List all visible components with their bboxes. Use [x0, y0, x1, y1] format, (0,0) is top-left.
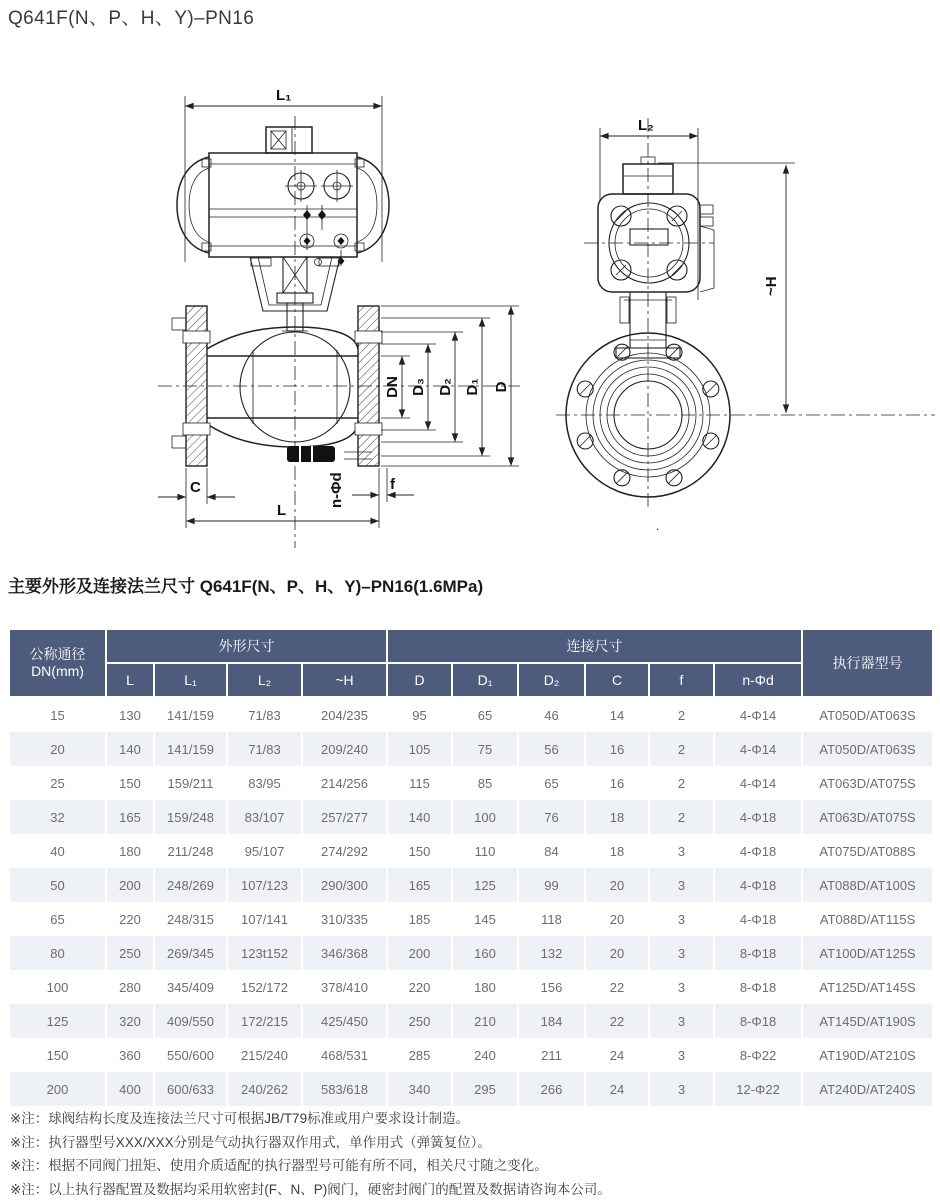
cell-value: 378/410 — [302, 970, 387, 1004]
cell-actuator-model: AT050D/AT063S — [802, 697, 933, 732]
table-header — [9, 629, 933, 697]
cell-actuator-model: AT145D/AT190S — [802, 1004, 933, 1038]
cell-value: 145 — [452, 902, 518, 936]
cell-value: 18 — [585, 800, 649, 834]
cell-value: 214/256 — [302, 766, 387, 800]
cell-value: 409/550 — [154, 1004, 227, 1038]
cell-value: 3 — [649, 1072, 714, 1106]
cell-value: 84 — [518, 834, 585, 868]
col-header-D: D — [387, 663, 452, 697]
cell-value: 18 — [585, 834, 649, 868]
cell-value: 75 — [452, 732, 518, 766]
cell-value: 22 — [585, 970, 649, 1004]
col-header-D2: D₂ — [518, 663, 585, 697]
cell-value: 159/248 — [154, 800, 227, 834]
cell-value: 360 — [106, 1038, 154, 1072]
stray-dot: . — [656, 519, 660, 533]
cell-value: 2 — [649, 697, 714, 732]
cell-value: 95/107 — [227, 834, 302, 868]
side-view-drawing — [556, 117, 935, 533]
col-header-L2: L₂ — [227, 663, 302, 697]
note-line: ※注：以上执行器配置及数据均采用软密封(F、N、P)阀门，硬密封阀门的配置及数据请咨询本公司。 — [10, 1181, 611, 1197]
cell-value: 184 — [518, 1004, 585, 1038]
col-header-L1: L₁ — [154, 663, 227, 697]
cell-value: 4-Φ18 — [714, 868, 802, 902]
cell-value: 83/107 — [227, 800, 302, 834]
cell-value: 4-Φ18 — [714, 902, 802, 936]
dim-label-n-phi-d: n-Φd — [328, 472, 345, 508]
cell-value: 14 — [585, 697, 649, 732]
cell-value: 132 — [518, 936, 585, 970]
cell-value: 425/450 — [302, 1004, 387, 1038]
col-header-actuator: 执行器型号 — [802, 629, 933, 697]
col-header-n-phi-d: n-Φd — [714, 663, 802, 697]
dim-label-c: C — [190, 479, 201, 496]
cell-value: 172/215 — [227, 1004, 302, 1038]
cell-value: 4-Φ14 — [714, 697, 802, 732]
cell-actuator-model: AT125D/AT145S — [802, 970, 933, 1004]
cell-value: 185 — [387, 902, 452, 936]
cell-value: 118 — [518, 902, 585, 936]
cell-value: 4-Φ14 — [714, 766, 802, 800]
cell-value: 209/240 — [302, 732, 387, 766]
cell-value: 150 — [106, 766, 154, 800]
cell-value: 141/159 — [154, 697, 227, 732]
cell-value: 16 — [585, 732, 649, 766]
cell-value: 285 — [387, 1038, 452, 1072]
cell-value: 248/315 — [154, 902, 227, 936]
cell-value: 215/240 — [227, 1038, 302, 1072]
cell-value: 600/633 — [154, 1072, 227, 1106]
col-header-dn — [9, 629, 106, 697]
cell-dn: 50 — [9, 868, 106, 902]
cell-value: 105 — [387, 732, 452, 766]
cell-value: 95 — [387, 697, 452, 732]
cell-value: 107/141 — [227, 902, 302, 936]
cell-dn: 32 — [9, 800, 106, 834]
cell-dn: 15 — [9, 697, 106, 732]
cell-value: 3 — [649, 1004, 714, 1038]
col-header-C: C — [585, 663, 649, 697]
cell-value: 345/409 — [154, 970, 227, 1004]
cell-value: 2 — [649, 800, 714, 834]
cell-value: 65 — [518, 766, 585, 800]
table-row — [9, 1038, 933, 1072]
cell-dn: 65 — [9, 902, 106, 936]
cell-value: 3 — [649, 868, 714, 902]
table-row — [9, 902, 933, 936]
dim-label-h: ~H — [763, 276, 780, 296]
cell-value: 320 — [106, 1004, 154, 1038]
col-header-dn-line2: DN(mm) — [31, 663, 84, 679]
cell-value: 165 — [387, 868, 452, 902]
cell-value: 290/300 — [302, 868, 387, 902]
technical-drawings — [0, 0, 940, 560]
col-header-f: f — [649, 663, 714, 697]
cell-value: 156 — [518, 970, 585, 1004]
cell-value: 85 — [452, 766, 518, 800]
cell-value: 22 — [585, 1004, 649, 1038]
cell-value: 200 — [387, 936, 452, 970]
cell-value: 204/235 — [302, 697, 387, 732]
cell-value: 46 — [518, 697, 585, 732]
dimensions-table — [8, 628, 934, 1106]
cell-value: 20 — [585, 868, 649, 902]
cell-value: 100 — [452, 800, 518, 834]
cell-value: 8-Φ18 — [714, 936, 802, 970]
cell-value: 2 — [649, 766, 714, 800]
cell-value: 2 — [649, 732, 714, 766]
cell-value: 210 — [452, 1004, 518, 1038]
cell-dn: 100 — [9, 970, 106, 1004]
cell-value: 8-Φ22 — [714, 1038, 802, 1072]
cell-value: 180 — [452, 970, 518, 1004]
cell-value: 295 — [452, 1072, 518, 1106]
dim-label-d3: D₃ — [410, 378, 427, 396]
cell-value: 240 — [452, 1038, 518, 1072]
cell-value: 220 — [387, 970, 452, 1004]
dim-label-d1: D₁ — [464, 378, 481, 396]
cell-value: 269/345 — [154, 936, 227, 970]
cell-value: 125 — [452, 868, 518, 902]
cell-value: 20 — [585, 902, 649, 936]
cell-value: 4-Φ18 — [714, 800, 802, 834]
table-row — [9, 970, 933, 1004]
cell-value: 56 — [518, 732, 585, 766]
cell-value: 152/172 — [227, 970, 302, 1004]
cell-value: 8-Φ18 — [714, 970, 802, 1004]
cell-value: 550/600 — [154, 1038, 227, 1072]
note-line: ※注：根据不同阀门扭矩、使用介质适配的执行器型号可能有所不同，相关尺寸随之变化。 — [10, 1158, 548, 1173]
cell-value: 211/248 — [154, 834, 227, 868]
cell-value: 310/335 — [302, 902, 387, 936]
cell-value: 250 — [387, 1004, 452, 1038]
table-row — [9, 766, 933, 800]
cell-value: 3 — [649, 902, 714, 936]
table-row — [9, 697, 933, 732]
cell-dn: 40 — [9, 834, 106, 868]
cell-dn: 80 — [9, 936, 106, 970]
cell-value: 159/211 — [154, 766, 227, 800]
cell-value: 160 — [452, 936, 518, 970]
cell-value: 83/95 — [227, 766, 302, 800]
dim-label-dn: DN — [384, 376, 401, 398]
cell-value: 250 — [106, 936, 154, 970]
cell-value: 266 — [518, 1072, 585, 1106]
dim-label-l1: L₁ — [276, 87, 292, 104]
dim-label-f: f — [390, 476, 395, 493]
cell-value: 3 — [649, 834, 714, 868]
table-row — [9, 936, 933, 970]
cell-value: 3 — [649, 936, 714, 970]
cell-value: 257/277 — [302, 800, 387, 834]
cell-dn: 20 — [9, 732, 106, 766]
cell-value: 20 — [585, 936, 649, 970]
note-line: ※注：执行器型号XXX/XXX分别是气动执行器双作用式，单作用式（弹簧复位）。 — [10, 1134, 491, 1150]
cell-dn: 150 — [9, 1038, 106, 1072]
cell-value: 71/83 — [227, 732, 302, 766]
cell-value: 4-Φ18 — [714, 834, 802, 868]
table-row — [9, 834, 933, 868]
cell-actuator-model: AT063D/AT075S — [802, 766, 933, 800]
cell-value: 400 — [106, 1072, 154, 1106]
cell-actuator-model: AT190D/AT210S — [802, 1038, 933, 1072]
cell-value: 3 — [649, 1038, 714, 1072]
flange-bolt-holes — [577, 344, 719, 486]
dim-label-l2: L₂ — [638, 117, 654, 134]
group-header-connection: 连接尺寸 — [387, 629, 802, 663]
cell-value: 140 — [387, 800, 452, 834]
table-row — [9, 1072, 933, 1106]
cell-value: 24 — [585, 1038, 649, 1072]
table-row — [9, 800, 933, 834]
cell-value: 76 — [518, 800, 585, 834]
note-line: ※注：球阀结构长度及连接法兰尺寸可根据JB/T79标准或用户要求设计制造。 — [10, 1111, 470, 1126]
cell-value: 110 — [452, 834, 518, 868]
cell-value: 8-Φ18 — [714, 1004, 802, 1038]
cell-value: 140 — [106, 732, 154, 766]
cell-actuator-model: AT063D/AT075S — [802, 800, 933, 834]
cell-actuator-model: AT075D/AT088S — [802, 834, 933, 868]
col-header-dn-line1: 公称通径 — [29, 646, 86, 662]
cell-actuator-model: AT088D/AT100S — [802, 868, 933, 902]
cell-value: 107/123 — [227, 868, 302, 902]
cell-value: 200 — [106, 868, 154, 902]
cell-value: 130 — [106, 697, 154, 732]
table-body — [9, 697, 933, 1106]
cell-dn: 200 — [9, 1072, 106, 1106]
cell-actuator-model: AT088D/AT115S — [802, 902, 933, 936]
dim-label-d2: D₂ — [437, 378, 454, 396]
dim-label-l: L — [277, 502, 287, 519]
cell-value: 99 — [518, 868, 585, 902]
section-title: 主要外形及连接法兰尺寸 Q641F(N、P、H、Y)–PN16(1.6MPa) — [8, 577, 484, 596]
cell-value: 115 — [387, 766, 452, 800]
cell-value: 583/618 — [302, 1072, 387, 1106]
front-view-drawing — [158, 87, 520, 548]
cell-dn: 125 — [9, 1004, 106, 1038]
cell-value: 165 — [106, 800, 154, 834]
footnotes — [10, 1112, 611, 1203]
cell-actuator-model: AT240D/AT240S — [802, 1072, 933, 1106]
cell-actuator-model: AT050D/AT063S — [802, 732, 933, 766]
col-header-D1: D₁ — [452, 663, 518, 697]
table-row — [9, 868, 933, 902]
cell-value: 274/292 — [302, 834, 387, 868]
cell-value: 240/262 — [227, 1072, 302, 1106]
cell-value: 280 — [106, 970, 154, 1004]
table-row — [9, 1004, 933, 1038]
cell-dn: 25 — [9, 766, 106, 800]
cell-value: 248/269 — [154, 868, 227, 902]
cell-value: 71/83 — [227, 697, 302, 732]
col-header-H: ~H — [302, 663, 387, 697]
cell-value: 468/531 — [302, 1038, 387, 1072]
cell-value: 141/159 — [154, 732, 227, 766]
cell-value: 16 — [585, 766, 649, 800]
cell-value: 65 — [452, 697, 518, 732]
cell-value: 220 — [106, 902, 154, 936]
col-header-L: L — [106, 663, 154, 697]
cell-actuator-model: AT100D/AT125S — [802, 936, 933, 970]
page-title: Q641F(N、P、H、Y)–PN16 — [8, 8, 255, 29]
dim-label-d: D — [493, 381, 510, 393]
cell-value: 180 — [106, 834, 154, 868]
cell-value: 3 — [649, 970, 714, 1004]
cell-value: 4-Φ14 — [714, 732, 802, 766]
cell-value: 12-Φ22 — [714, 1072, 802, 1106]
cell-value: 123t152 — [227, 936, 302, 970]
cell-value: 24 — [585, 1072, 649, 1106]
cell-value: 150 — [387, 834, 452, 868]
cell-value: 211 — [518, 1038, 585, 1072]
cell-value: 346/368 — [302, 936, 387, 970]
table-row — [9, 732, 933, 766]
group-header-shape: 外形尺寸 — [106, 629, 387, 663]
cell-value: 340 — [387, 1072, 452, 1106]
